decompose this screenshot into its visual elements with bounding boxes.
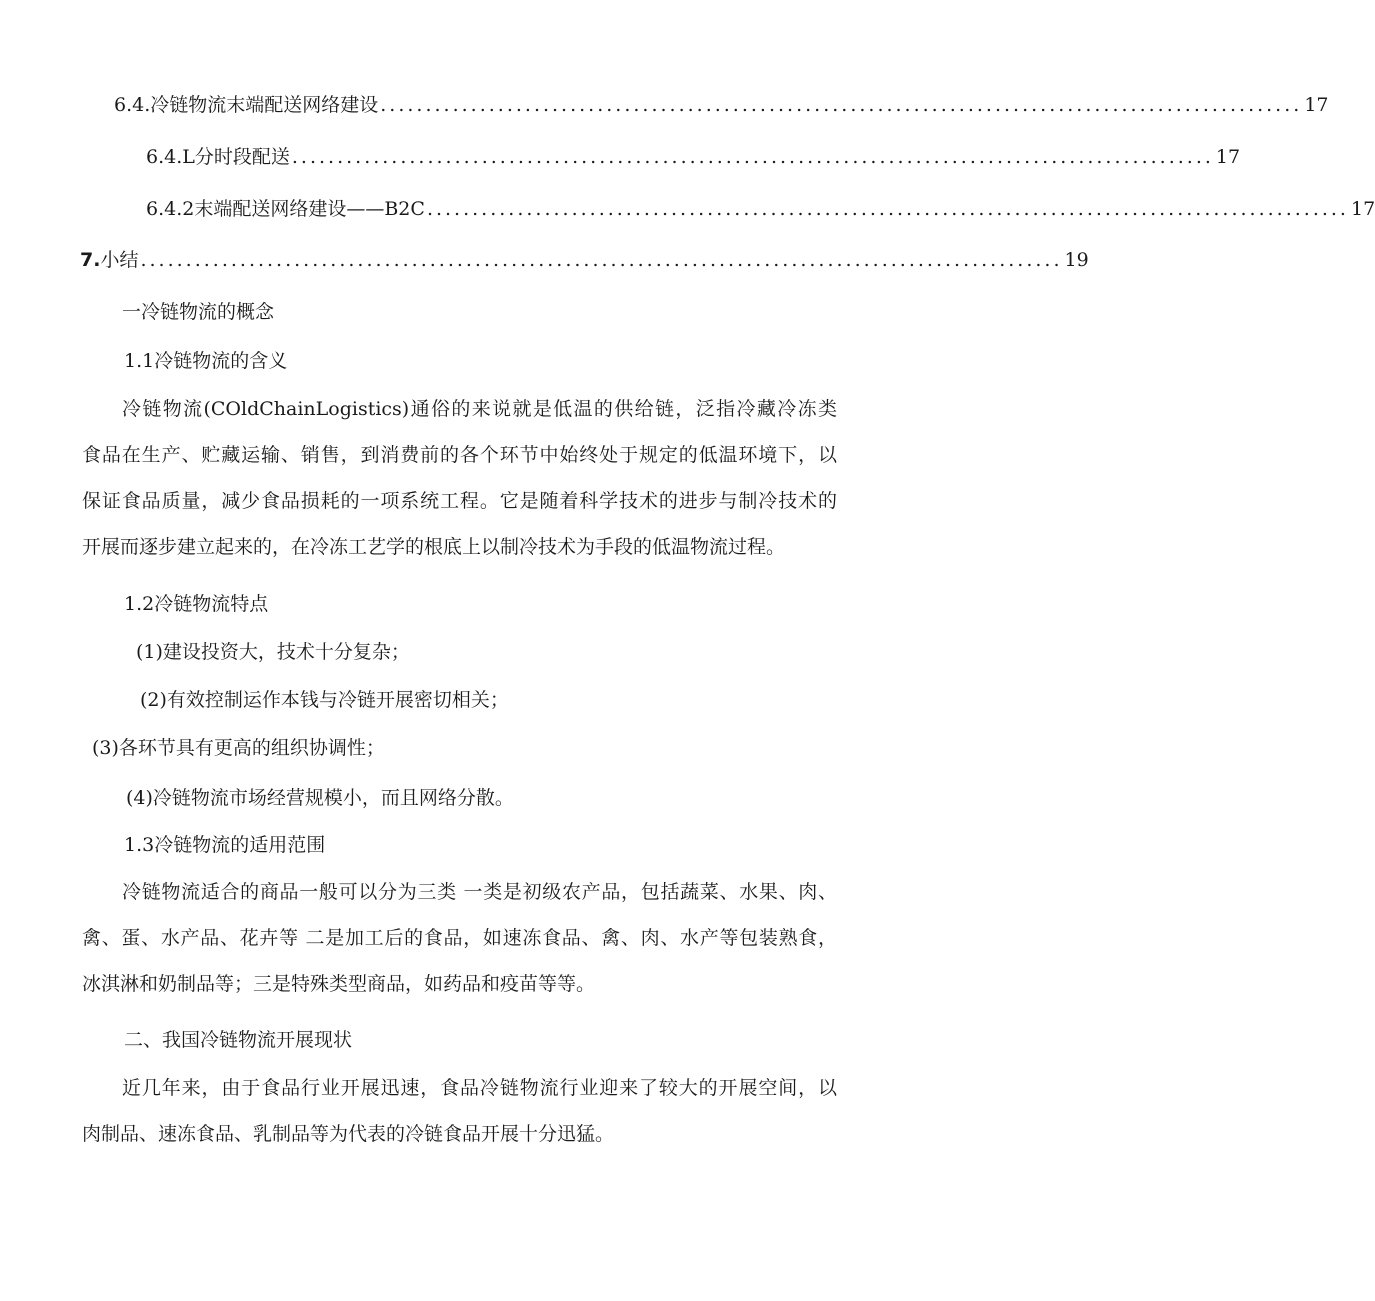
list-item: (1)建设投资大，技术十分复杂； (136, 641, 410, 663)
paragraph-line: 肉制品、速冻食品、乳制品等为代表的冷链食品开展十分迅猛。 (82, 1123, 615, 1145)
paragraph-line: 冰淇淋和奶制品等；三是特殊类型商品，如药品和疫苗等等。 (82, 973, 596, 995)
toc-leader-dots: ...................................................................................................... (426, 198, 1349, 220)
toc-entry-page: 17 (1215, 146, 1241, 168)
toc-entry-page: 19 (1064, 249, 1089, 271)
list-item: (3)各环节具有更高的组织协调性； (92, 737, 385, 759)
toc-entry-label: 小结 (100, 249, 139, 271)
toc-entry-page: 17 (1304, 94, 1329, 116)
toc-entry-title: 6.4.L分时段配送 (146, 146, 290, 168)
toc-entry-page: 17 (1350, 198, 1375, 220)
section-heading: 一冷链物流的概念 (122, 301, 275, 323)
paragraph-line: 食品在生产、贮藏运输、销售，到消费前的各个环节中始终处于规定的低温环境下，以 (82, 444, 837, 466)
toc-leader-dots: ...................................................................................................... (140, 249, 1063, 271)
subsection-heading: 1.2冷链物流特点 (124, 593, 269, 615)
paragraph-line: 禽、蛋、水产品、花卉等 二是加工后的食品，如速冻食品、禽、肉、水产等包装熟食， (82, 927, 837, 949)
toc-entry-title: 6.4.2末端配送网络建设——B2C (146, 198, 425, 220)
toc-entry-title (80, 246, 138, 274)
paragraph-line: 冷链物流适合的商品一般可以分为三类 一类是初级农产品，包括蔬菜、水果、肉、 (122, 881, 837, 903)
subsection-heading: 1.3冷链物流的适用范围 (124, 834, 326, 856)
toc-entry[interactable] (80, 246, 1089, 274)
toc-entry[interactable] (146, 195, 1375, 223)
toc-entry[interactable] (146, 143, 1241, 171)
toc-entry-number: 7. (80, 249, 101, 271)
toc-leader-dots: ...................................................................................................... (380, 94, 1303, 116)
paragraph-line: 开展而逐步建立起来的，在冷冻工艺学的根底上以制冷技术为手段的低温物流过程。 (82, 536, 786, 558)
paragraph (82, 1065, 837, 1157)
list-item: (4)冷链物流市场经营规模小，而且网络分散。 (126, 787, 514, 809)
paragraph-line: 近几年来，由于食品行业开展迅速，食品冷链物流行业迎来了较大的开展空间，以 (122, 1077, 837, 1099)
subsection-heading: 1.1冷链物流的含义 (124, 350, 288, 372)
paragraph-line: 保证食品质量，减少食品损耗的一项系统工程。它是随着科学技术的进步与制冷技术的 (82, 490, 837, 512)
toc-entry-title: 6.4.冷链物流末端配送网络建设 (114, 94, 379, 116)
toc-leader-dots: ...................................................................................................... (291, 146, 1214, 168)
list-item: (2)有效控制运作本钱与冷链开展密切相关； (140, 689, 509, 711)
toc-entry[interactable] (114, 91, 1329, 119)
section-heading: 二、我国冷链物流开展现状 (124, 1029, 353, 1051)
paragraph-line: 冷链物流(COldChainLogistics)通俗的来说就是低温的供给链，泛指冷藏冷冻类 (122, 398, 837, 420)
paragraph (82, 869, 837, 1007)
paragraph (82, 386, 837, 570)
